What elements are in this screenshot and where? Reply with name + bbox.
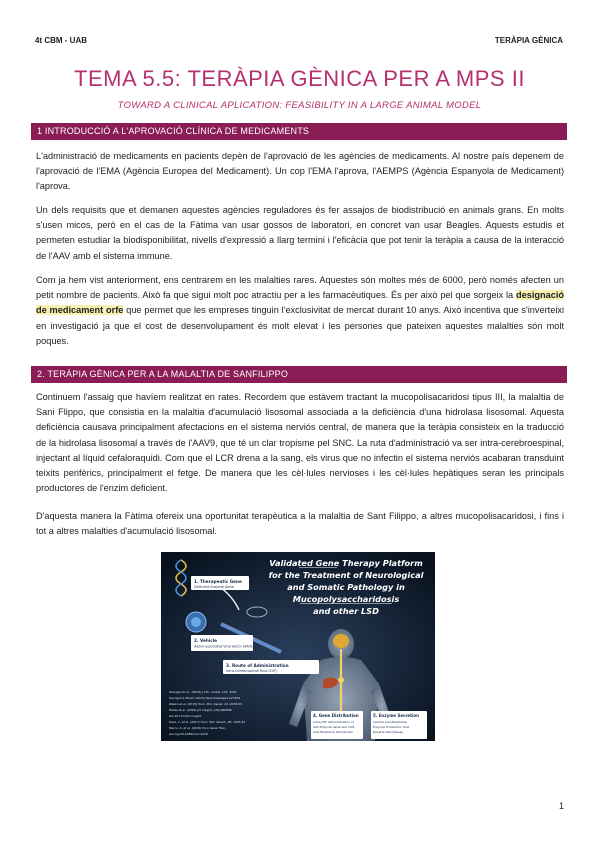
svg-text:Haurigot & Bosch (2013) Rare D: Haurigot & Bosch (2013) Rare Diseases1:e27206: [169, 696, 241, 700]
svg-text:Roca, C. et al. (2017) Hum. Mo: Roca, C. et al. (2017) Hum. Mol. Genet., 26: 1535-51: [169, 720, 246, 724]
svg-text:5. Enzyme Secretion: 5. Enzyme Secretion: [373, 713, 420, 718]
step-2-label: [191, 635, 254, 651]
section-1-paragraph-2: Un dels requisits que et demanen aquestes agències reguladores és fer assajos de biodistribució en animals grans. En molts s'usen micos, però en el cas de la Fàtima van usar gossos de laboratori, en concret van usar Beagles. Aquests estudis et permeten estudiar la biodisponibilitat, nivells d'expressió a llarg termini i l'eficàcia que pot tenir la teràpia a causa de la interacció de l'AAV amb el sistema immune.: [36, 205, 564, 261]
page-title: TEMA 5.5: TERÀPIA GÈNICA PER A MPS II: [74, 66, 525, 91]
section-1-paragraph-3: [36, 273, 564, 349]
svg-text:Intra-Cerebrospinal fluid (CSF: Intra-Cerebrospinal fluid (CSF): [226, 669, 278, 673]
svg-text:Validated Gene Therapy Platfor: Validated Gene Therapy Platform: [269, 558, 423, 568]
paragraph-text: que permet que les empreses tinguin l'exclusivitat de mercat durant 10 anys. Això incentiva que s'inverteixi en investigació ja que el cost de desenvolupament és molt elevat i les persones que pateixen aquestes malalties són molt poques.: [36, 305, 565, 346]
svg-text:Reverts the Disease: Reverts the Disease: [373, 730, 404, 734]
svg-text:Deficient Enzyme Gene: Deficient Enzyme Gene: [194, 585, 234, 589]
step-3-label: [223, 660, 319, 674]
svg-text:and Somatic Pathology in: and Somatic Pathology in: [287, 582, 405, 592]
paragraph-text: Com ja hem vist anteriorment, ens centrarem en les malalties rares. Aquestes són moltes més de 6000, però només afecten un petit nombre de pacients. Això fa que sigui molt poc atractiu per a les farmacèutiques. És per això pel que sorgeix la: [36, 275, 564, 301]
svg-text:Adeno-associated Viral Vector: Adeno-associated Viral Vector (AAV9): [194, 644, 254, 649]
svg-text:for the Treatment of Neurologi: for the Treatment of Neurological: [268, 570, 424, 580]
header-course: 4t CBM - UAB: [35, 36, 87, 45]
step-4-label: [311, 711, 363, 739]
svg-text:3. Route of Administration: 3. Route of Administration: [226, 663, 289, 668]
svg-text:Central and Peripheral: Central and Peripheral: [373, 720, 407, 724]
gene-therapy-figure: [161, 552, 435, 741]
svg-text:Mucopolysaccharidosis: Mucopolysaccharidosis: [292, 594, 400, 604]
svg-text:doi.org/10.1089/hum.2019: doi.org/10.1089/hum.2019: [169, 732, 208, 736]
header-subject: TERÀPIA GÈNICA: [494, 36, 563, 45]
svg-text:Ribera et al. (2015) Hum. Mol.: Ribera et al. (2015) Hum. Mol. Genet. 24: 2078-95: [169, 702, 242, 706]
step-1-label: [191, 576, 249, 590]
svg-text:1. Therapeutic Gene: 1. Therapeutic Gene: [194, 579, 242, 584]
figure-graphic: [161, 552, 435, 741]
virus-icon: [186, 612, 206, 632]
brain-icon: [333, 634, 349, 648]
svg-text:4. Gene Distribution: 4. Gene Distribution: [313, 713, 359, 718]
highlighted-term: designació de medicament orfe: [36, 290, 564, 316]
svg-text:Enzyme Production that: Enzyme Production that: [373, 725, 409, 729]
svg-text:2. Vehicle: 2. Vehicle: [194, 638, 217, 643]
svg-text:doi:10.1172/jci.insight: doi:10.1172/jci.insight: [169, 714, 202, 718]
page-number: 1: [558, 801, 564, 811]
page-subtitle: TOWARD A CLINICAL APLICATION: FEASIBILITY IN A LARGE ANIMAL MODEL: [117, 100, 482, 111]
section-1-heading: 1 INTRODUCCIÓ A L'APROVACIÓ CLÍNICA DE MEDICAMENTS: [31, 123, 567, 140]
svg-text:AAV-Enzyme Gene and CNS: AAV-Enzyme Gene and CNS: [313, 725, 355, 729]
section-2-heading: 2. TERÀPIA GÈNICA PER A LA MALALTIA DE SANFILIPPO: [31, 366, 567, 383]
svg-text:Marco, S. et al. (2019) Hum Ge: Marco, S. et al. (2019) Hum Gene Ther.,: [169, 726, 227, 730]
section-1-paragraph-1: L'administració de medicaments en pacients depèn de l'aprovació de les agències de medicaments. Al nostre país depenem de l'aprovació de l'EMA (Agència Europea del Medicament). Un cop l'EMA l'aprova, l'AEMPS (Agència Espanyola de Medicament) l'aprova.: [36, 151, 564, 192]
svg-text:Haurigot et al., (2013) J.Clin: Haurigot et al., (2013) J.Clin. Invest. 123: 3254: [169, 690, 237, 694]
section-2-paragraph-2: D'aquesta manera la Fàtima ofereix una oportunitat terapèutica a la malaltia de Sant Filippo, a altres mucopolisacaridosi, i fins i tot a altres malalties d'acumulació lisosomal.: [36, 511, 564, 537]
step-5-label: [371, 711, 427, 739]
svg-text:and Peripheral Distribution: and Peripheral Distribution: [313, 730, 354, 734]
svg-text:Motas et al. (2016) JCI Insigh: Motas et al. (2016) JCI Insight, 1(9):e86696.: [169, 708, 233, 712]
svg-text:Intra-CSF Administration of: Intra-CSF Administration of: [313, 720, 354, 724]
section-2-paragraph-1: Continuem l'assaig que havíem realitzat en rates. Recordem que estàvem tractant la mucopolisacaridosi tipus III, la malaltia de Sani Flippo, que consistia en la malaltia d'acumulació lisosomal associada a la deficiència d'una hidrolasa lisosomal. Aquesta deficiència causava principalment afectacions en el sistema nerviós central, de manera que la teràpia consisteix en la traducció de la hidrolasa lisosomal a través de l'AAV9, que té un clar tropisme pel SNC. La ruta d'administració va ser intra-cerebroespinal, injectant al líquid cefaloraquidi. Com que el LCR drena a la sang, els virus que no infectin el sistema nerviós acabaran transduint teixits perifèrics, principalment el fetge. De manera que les cèl·lules nervioses i les cèl·lules hepàtiques seran les principals productores de l'enzim deficient.: [36, 392, 564, 494]
svg-text:and other LSD: and other LSD: [313, 606, 379, 616]
